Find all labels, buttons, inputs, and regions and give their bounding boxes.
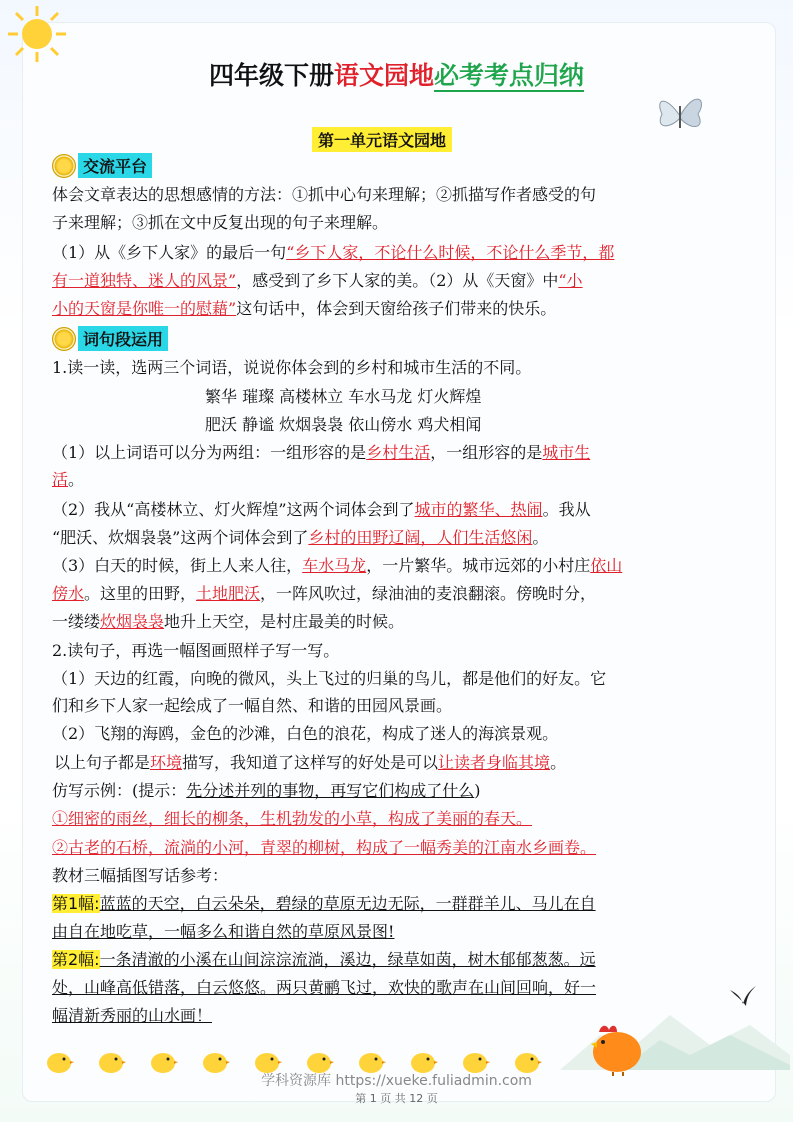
text: 们和乡下人家一起绘成了一幅自然、和谐的田园风景画。	[52, 696, 453, 715]
text-line	[52, 181, 596, 209]
text-line	[52, 209, 388, 237]
text-line	[52, 692, 452, 720]
text: 。	[550, 753, 567, 772]
text-line	[52, 777, 481, 805]
answer-text: 车水马龙	[302, 556, 367, 575]
picture-label: 第2幅:	[52, 950, 100, 969]
hint-text: 先分述并列的事物，再写它们构成了什么	[186, 781, 475, 800]
question-line	[52, 637, 339, 665]
question-line	[52, 354, 531, 382]
text-line	[52, 239, 614, 267]
picture-2-line	[52, 946, 596, 974]
text: 1.读一读，选两三个词语，说说你体会到的乡村和城市生活的不同。	[52, 358, 532, 377]
answer-text: 炊烟袅袅	[100, 612, 165, 631]
text: （1）天边的红霞，向晚的微风，头上飞过的归巢的鸟儿，都是他们的好友。它	[52, 669, 607, 688]
text: （2）飞翔的海鸥，金色的沙滩，白色的浪花，构成了迷人的海滨景观。	[52, 724, 559, 743]
text: （3）白天的时候，街上人来人往，	[52, 556, 303, 575]
answer-text: 城市的繁华、热闹	[414, 500, 543, 519]
text: 一缕缕	[52, 612, 101, 631]
bullet-coin-icon	[52, 327, 76, 351]
answer-text: 依山	[590, 556, 623, 575]
text-line	[52, 862, 228, 890]
page-title	[0, 56, 793, 92]
text: ，一片繁华。城市远郊的小村庄	[366, 556, 591, 575]
text: )	[474, 781, 481, 800]
title-part2: 语文园地	[333, 61, 434, 90]
sun-icon	[4, 4, 70, 64]
butterfly-icon	[650, 84, 710, 144]
text: ，一阵风吹过，绿油油的麦浪翻滚。傍晚时分，	[260, 584, 597, 603]
text-line	[52, 496, 591, 524]
answer-text: 有一道独特、迷人的风景”	[52, 271, 237, 290]
answer-text: 小的天窗是你唯一的慰藉”	[52, 299, 237, 318]
text: 仿写示例：(提示：	[52, 781, 187, 800]
text: “肥沃、炊烟袅袅”这两个词体会到了	[52, 528, 309, 547]
section-label: 交流平台	[78, 153, 152, 178]
answer-text: 土地肥沃	[196, 584, 261, 603]
picture-1-line	[52, 890, 596, 918]
text: 教材三幅插图写话参考：	[52, 866, 229, 885]
text-line	[52, 608, 404, 636]
picture-label: 第1幅:	[52, 894, 100, 913]
section-label: 词句段运用	[78, 326, 168, 351]
text: 地升上天空，是村庄最美的时候。	[164, 612, 405, 631]
section-exchange-heading	[52, 153, 152, 178]
text: 。这里的田野，	[84, 584, 197, 603]
text-line	[52, 295, 556, 323]
title-part3: 必考考点归纳	[434, 61, 585, 90]
text: 蓝蓝的天空，白云朵朵，碧绿的草原无边无际，一群群羊儿、马儿在自	[99, 894, 596, 913]
text: 幅清新秀丽的山水画！	[52, 1006, 213, 1025]
text-line	[52, 665, 606, 693]
text: 。	[68, 470, 85, 489]
footer-source: 学科资源库 https://xueke.fuliadmin.com	[261, 1073, 532, 1089]
text-line	[52, 267, 583, 295]
word-row-village: 肥沃 静谧 炊烟袅袅 依山傍水 鸡犬相闻	[205, 415, 482, 434]
text-line	[52, 805, 532, 833]
title-part1: 四年级下册	[208, 61, 334, 90]
footer-page-number: 第 1 页 共 12 页	[355, 1092, 438, 1105]
example-text: ②古老的石桥，流淌的小河，青翠的柳树，构成了一幅秀美的江南水乡画卷。	[52, 838, 597, 857]
example-text: ①细密的雨丝，细长的柳条，生机勃发的小草，构成了美丽的春天。	[52, 809, 533, 828]
text: （2）我从“高楼林立、灯火辉煌”这两个词体会到了	[52, 500, 415, 519]
text: 处，山峰高低错落，白云悠悠。两只黄鹂飞过，欢快的歌声在山间回响，好一	[52, 978, 597, 997]
text-line	[52, 1002, 212, 1030]
answer-text: 城市生	[542, 443, 591, 462]
text: （1）以上词语可以分为两组：一组形容的是	[52, 443, 367, 462]
text: 子来理解；③抓在文中反复出现的句子来理解。	[52, 213, 389, 232]
section-words-heading	[52, 326, 168, 351]
text-line	[52, 466, 84, 494]
text: 体会文章表达的思想感情的方法：①抓中心句来理解；②抓描写作者感受的句	[52, 185, 597, 204]
text: 。我从	[542, 500, 591, 519]
unit-heading: 第一单元语文园地	[312, 127, 452, 152]
text-line	[54, 749, 566, 777]
answer-text: “乡下人家，不论什么时候，不论什么季节，都	[286, 243, 615, 262]
word-row-city: 繁华 璀璨 高楼林立 车水马龙 灯火辉煌	[205, 387, 482, 406]
bullet-coin-icon	[52, 154, 76, 178]
text-line	[52, 524, 548, 552]
text: 这句话中，体会到天窗给孩子们带来的快乐。	[236, 299, 557, 318]
text: 2.读句子，再选一幅图画照样子写一写。	[52, 641, 340, 660]
answer-text: 环境	[150, 753, 183, 772]
text-line	[52, 580, 596, 608]
hen-icon	[585, 1020, 645, 1076]
answer-text: 让读者身临其境	[438, 753, 551, 772]
text-line	[52, 974, 596, 1002]
answer-text: 乡村生活	[366, 443, 431, 462]
text-line	[52, 834, 596, 862]
text: （1）从《乡下人家》的最后一句	[52, 243, 287, 262]
answer-text: “小	[558, 271, 583, 290]
text: 以上句子都是	[54, 753, 151, 772]
answer-text: 活	[52, 470, 69, 489]
text-line	[52, 720, 558, 748]
answer-text: 乡村的田野辽阔，人们生活悠闲	[308, 528, 533, 547]
text: ，一组形容的是	[430, 443, 543, 462]
text-line	[52, 552, 622, 580]
text: 描写，我知道了这样写的好处是可以	[182, 753, 439, 772]
text: ，感受到了乡下人家的美。（2）从《天窗》中	[236, 271, 559, 290]
text-line	[52, 918, 394, 946]
text: 。	[532, 528, 549, 547]
text: 由自在地吃草，一幅多么和谐自然的草原风景图!	[52, 922, 395, 941]
text-line	[52, 439, 590, 467]
text: 一条清澈的小溪在山间淙淙流淌，溪边，绿草如茵，树木郁郁葱葱。远	[99, 950, 596, 969]
answer-text: 傍水	[52, 584, 85, 603]
